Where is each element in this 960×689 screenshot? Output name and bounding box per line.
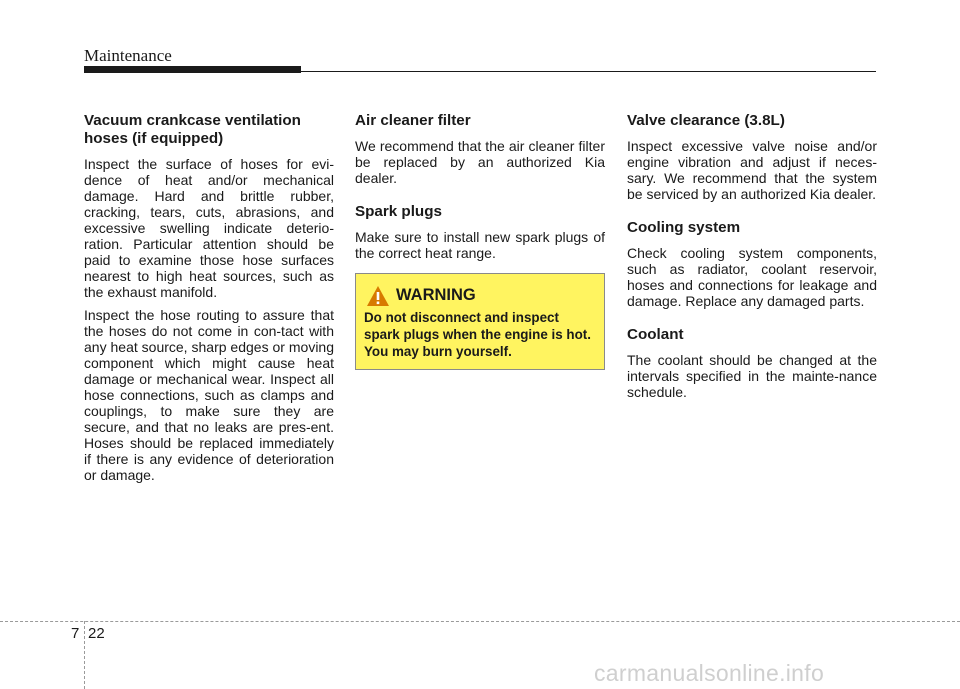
paragraph-coolant: The coolant should be changed at the intervals specified in the mainte-nance schedule.	[627, 352, 877, 400]
warning-text: Do not disconnect and inspect spark plugs when the engine is hot. You may burn yourself.	[364, 310, 591, 359]
header-bar	[84, 66, 301, 73]
heading-vacuum-hoses: Vacuum crankcase ventilation hoses (if equipped)	[84, 112, 301, 147]
header-rule	[301, 71, 876, 72]
heading-valve-clearance: Valve clearance (3.8L)	[627, 112, 785, 129]
heading-coolant: Coolant	[627, 326, 684, 343]
warning-box	[355, 273, 605, 370]
heading-air-cleaner: Air cleaner filter	[355, 112, 471, 129]
column-left	[84, 112, 334, 490]
paragraph-spark-plugs: Make sure to install new spark plugs of the correct heat range.	[355, 229, 605, 261]
paragraph-hose-routing: Inspect the hose routing to assure that the hoses do not come in con-tact with any heat source, sharp edges or moving component which might cause heat damage or mechanical wear. Inspect all hose connections, such as clamps and couplings, to make sure they are secure, and that no leaks are pres-ent. Hoses should be replaced immediately if there is any evidence of deterioration or damage.	[84, 307, 334, 483]
warning-triangle-icon	[366, 285, 390, 312]
chapter-number: 7	[71, 625, 80, 642]
column-right	[627, 112, 877, 407]
heading-spark-plugs: Spark plugs	[355, 203, 442, 220]
warning-title: WARNING	[396, 286, 476, 304]
section-title: Maintenance	[84, 46, 172, 65]
paragraph-valve-clearance: Inspect excessive valve noise and/or engine vibration and adjust if neces-sary. We recommend that the system be serviced by an authorized Kia dealer.	[627, 138, 877, 202]
paragraph-cooling-system: Check cooling system components, such as radiator, coolant reservoir, hoses and connections for leakage and damage. Replace any damaged parts.	[627, 245, 877, 309]
watermark: carmanualsonline.info	[594, 660, 825, 686]
page-number: 22	[88, 625, 105, 642]
paragraph-hose-surface: Inspect the surface of hoses for evi-dence of heat and/or mechanical damage. Hard and brittle rubber, cracking, tears, cuts, abrasions, and excessive swelling indicate deterio-ration. Particular attention should be paid to examine those hose surfaces nearest to high heat sources, such as the exhaust manifold.	[84, 156, 334, 300]
footer-divider	[0, 621, 960, 622]
column-middle	[355, 112, 605, 268]
paragraph-air-cleaner: We recommend that the air cleaner filter be replaced by an authorized Kia dealer.	[355, 138, 605, 186]
heading-cooling-system: Cooling system	[627, 219, 741, 236]
footer-vertical-divider	[84, 621, 85, 689]
